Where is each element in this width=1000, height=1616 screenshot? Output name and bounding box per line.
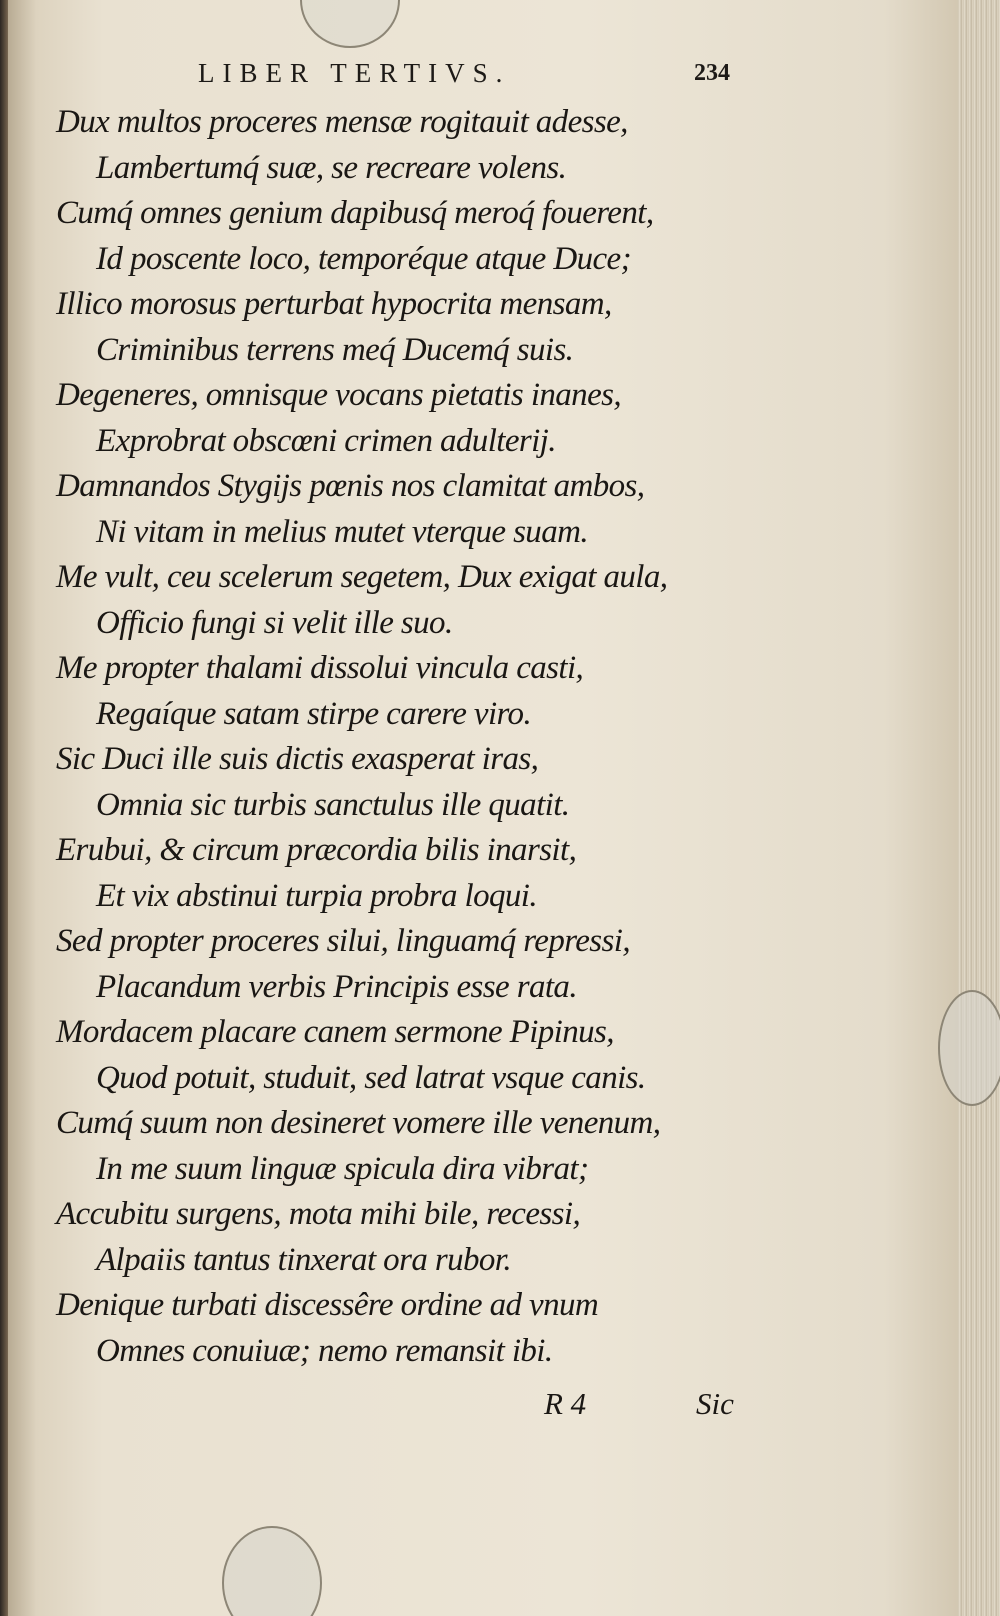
verse-line: Lambertumq́ suæ, se recreare volens.: [96, 149, 567, 186]
verse-line: Denique turbati discessêre ordine ad vnum: [56, 1287, 599, 1323]
verse-line: Cumq́ suum non desineret vomere ille venenum,: [56, 1105, 661, 1141]
glass-weight-right: [938, 990, 1000, 1106]
verse-line: Mordacem placare canem sermone Pipinus,: [56, 1014, 614, 1050]
running-head: LIBER TERTIVS.: [198, 58, 511, 88]
verse-line: Cumq́ omnes genium dapibusq́ meroq́ fouerent,: [56, 195, 654, 231]
verse-line: Exprobrat obscœni crimen adulterij.: [96, 422, 556, 459]
page-sheet: [8, 0, 960, 1616]
folio-number: 234: [694, 60, 730, 86]
verse-line: Degeneres, omnisque vocans pietatis inanes,: [56, 377, 622, 413]
verse-line: In me suum linguæ spicula dira vibrat;: [96, 1150, 589, 1187]
verse-line: Omnes conuiuæ; nemo remansit ibi.: [96, 1332, 553, 1369]
verse-line: Accubitu surgens, mota mihi bile, recessi,: [56, 1196, 581, 1232]
verse-line: Id poscente loco, temporéque atque Duce;: [96, 240, 631, 277]
verse-line: Officio fungi si velit ille suo.: [96, 604, 453, 641]
verse-line: Ni vitam in melius mutet vterque suam.: [96, 513, 588, 550]
verse-line: Criminibus terrens meq́ Ducemq́ suis.: [96, 331, 574, 368]
verse-line: Me propter thalami dissolui vincula casti,: [56, 650, 584, 686]
verse-block: [56, 100, 776, 1374]
verse-line: Sic Duci ille suis dictis exasperat iras,: [56, 741, 539, 777]
page-edges: [958, 0, 1000, 1616]
verse-line: Damnandos Stygijs pœnis nos clamitat ambos,: [56, 468, 645, 504]
verse-line: Dux multos proceres mensæ rogitauit adesse,: [56, 104, 628, 140]
verse-line: Placandum verbis Principis esse rata.: [96, 968, 577, 1005]
verse-line: Regaíque satam stirpe carere viro.: [96, 695, 532, 732]
verse-line: Sed propter proceres silui, linguamq́ repressi,: [56, 923, 630, 959]
verse-line: Quod potuit, studuit, sed latrat vsque canis.: [96, 1059, 646, 1096]
signature-mark: R 4: [544, 1386, 587, 1421]
verse-line: Illico morosus perturbat hypocrita mensam,: [56, 286, 612, 322]
catchword: Sic: [696, 1386, 734, 1421]
verse-line: Et vix abstinui turpia probra loqui.: [96, 877, 538, 914]
verse-line: Omnia sic turbis sanctulus ille quatit.: [96, 786, 570, 823]
verse-line: Me vult, ceu scelerum segetem, Dux exigat aula,: [56, 559, 668, 595]
verse-line: Erubui, & circum præcordia bilis inarsit,: [56, 832, 577, 868]
verse-line: Alpaiis tantus tinxerat ora rubor.: [96, 1241, 512, 1278]
